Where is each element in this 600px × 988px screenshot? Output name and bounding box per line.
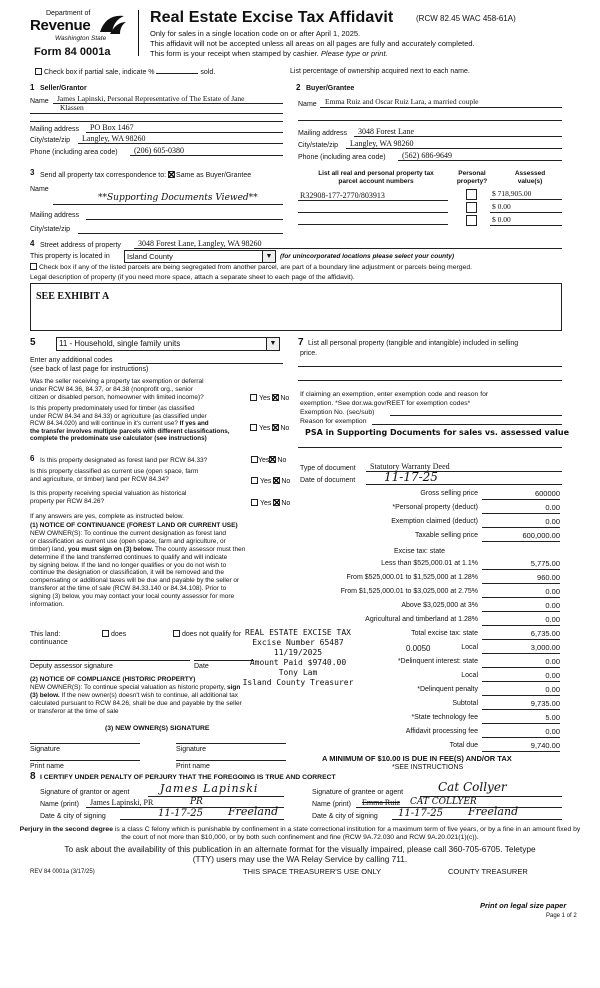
street-label: Street address of property bbox=[40, 242, 121, 249]
tier-3-row bbox=[298, 588, 560, 599]
header-note-3: This form is your receipt when stamped by cashier. bbox=[150, 49, 319, 58]
doc-date: 11-17-25 bbox=[384, 470, 438, 484]
q2-line-d: If yes and bbox=[179, 420, 209, 427]
n1-line-9: signing (3) below, you may contact your local county assessor for more bbox=[30, 593, 235, 601]
seller-phone-label: Phone (including area code) bbox=[30, 149, 118, 156]
seller-mail-label: Mailing address bbox=[30, 126, 80, 133]
f2-yes-label: Yes bbox=[260, 478, 272, 485]
calc-value[interactable]: 5,775.00 bbox=[482, 560, 560, 570]
n2-line-1a: NEW OWNER(S): To continue special valuation as historic property, bbox=[30, 683, 226, 691]
correspondence-row bbox=[40, 171, 251, 180]
calc-label: Agricultural and timberland at 1.28% bbox=[365, 616, 478, 623]
forest-question: Is this property designated as forest land per RCW 84.33? bbox=[40, 457, 208, 464]
n2-line-1b: sign bbox=[227, 683, 241, 691]
seller-phone: (206) 605-0380 bbox=[134, 146, 184, 155]
segregated-row bbox=[30, 263, 590, 272]
timber-question bbox=[30, 405, 229, 443]
q2-answers bbox=[250, 424, 289, 433]
buyer-mail: 3048 Forest Lane bbox=[358, 127, 414, 136]
deputy-signature-label: Deputy assessor signature bbox=[30, 663, 113, 670]
corr-name: **Supporting Documents Viewed** bbox=[98, 193, 258, 203]
stamp-line-5: Tony Lam bbox=[278, 668, 318, 677]
q1-answers bbox=[250, 394, 289, 403]
legal-label: Legal description of property (if you need more space, attach a separate sheet to each page of the affidavit). bbox=[30, 274, 355, 281]
assessed-value-1: $ 718,905.00 bbox=[492, 189, 532, 198]
q1-no-label: No bbox=[280, 395, 290, 402]
buyer-phone-label: Phone (including area code) bbox=[298, 154, 386, 161]
f1-answers bbox=[251, 456, 286, 465]
calc-value[interactable]: 0.00 bbox=[482, 616, 560, 626]
calc-value[interactable]: 0.00 bbox=[482, 504, 560, 514]
q2-line-c: RCW 84.34.020) and will continue in it's current use? bbox=[30, 420, 178, 427]
grantee-date: 11-17-25 bbox=[398, 808, 443, 819]
claim-line-2: exemption. *See dor.wa.gov/REET for exemption codes* bbox=[300, 400, 471, 407]
rcw-ref: (RCW 82.45 WAC 458-61A) bbox=[416, 14, 516, 23]
grantee-signature-label: Signature of grantee or agent bbox=[312, 789, 404, 796]
buyer-city-label: City/state/zip bbox=[298, 142, 339, 149]
stamp-line-3: 11/19/2025 bbox=[273, 648, 323, 657]
correspondence-label: Send all property tax correspondence to: bbox=[40, 172, 167, 179]
n1-line-6: continue the designation or classification, it will be removed and the bbox=[30, 569, 225, 577]
if-yes-note: If any answers are yes, complete as instructed below. bbox=[30, 513, 184, 520]
same-as-buyer-label: Same as Buyer/Grantee bbox=[176, 172, 252, 179]
historic-question bbox=[30, 490, 186, 506]
f3-answers bbox=[251, 499, 290, 508]
grantee-print-name: CAT COLLYER bbox=[410, 797, 477, 807]
excise-state-label: Excise tax: state bbox=[394, 548, 445, 555]
grantor-print-hand: PR bbox=[190, 797, 203, 807]
deputy-date-label: Date bbox=[194, 663, 209, 670]
f3-yes-checkbox[interactable] bbox=[251, 499, 258, 506]
subtotal-row bbox=[298, 700, 560, 711]
personal-deduct-row bbox=[298, 504, 560, 515]
n1-line-10: information. bbox=[30, 601, 64, 609]
buyer-mail-label: Mailing address bbox=[298, 130, 348, 137]
stamp-line-1: REAL ESTATE EXCISE TAX bbox=[245, 628, 351, 637]
county-label: This property is located in bbox=[30, 253, 110, 260]
current-use-question bbox=[30, 468, 198, 484]
corr-name-label: Name bbox=[30, 186, 49, 193]
calc-label: *Personal property (deduct) bbox=[392, 504, 478, 511]
personal-text-2: price. bbox=[300, 350, 318, 357]
does-label: does bbox=[111, 631, 127, 638]
f3-line-b: property per RCW 84.26? bbox=[30, 498, 105, 505]
perjury-bold: Perjury in the second degree bbox=[19, 826, 113, 833]
q1-line-a: Was the seller receiving a property tax exemption or deferral bbox=[30, 378, 204, 385]
personal-header-2: property? bbox=[456, 178, 488, 185]
legal-paper-note: Print on legal size paper bbox=[480, 901, 567, 910]
grantee-city: Freeland bbox=[468, 805, 519, 818]
new-owner-signature-title: (3) NEW OWNER(S) SIGNATURE bbox=[105, 725, 210, 732]
calc-label: From $525,000.01 to $1,525,000 at 1.28% bbox=[346, 574, 478, 581]
revenue-swirl-icon bbox=[96, 12, 128, 36]
personal-property-text bbox=[300, 339, 562, 359]
q2-yes-checkbox[interactable] bbox=[250, 424, 257, 431]
f2-no-checkbox[interactable] bbox=[273, 477, 280, 484]
does-checkbox[interactable] bbox=[102, 630, 109, 637]
exemption-reason-label: Reason for exemption bbox=[300, 418, 367, 425]
legal-description-box[interactable] bbox=[30, 283, 562, 331]
dept-state: Washington State bbox=[55, 35, 107, 42]
n2-line-3: calculated pursuant to RCW 84.26, shall be due and payable by the seller bbox=[30, 699, 242, 707]
calc-label: *Delinquent interest: state bbox=[397, 658, 478, 665]
doc-type: Statutory Warranty Deed bbox=[370, 462, 450, 471]
section-5-number: 5 bbox=[30, 337, 36, 348]
chevron-down-icon: ▼ bbox=[262, 251, 275, 262]
calc-value[interactable]: 600000 bbox=[482, 490, 560, 500]
header-note-2: This affidavit will not be accepted unless all areas on all pages are fully and accurately completed. bbox=[150, 39, 475, 48]
q1-line-b: under RCW 84.36, 84.37, or 84.38 (nonprofit org., senior bbox=[30, 386, 193, 393]
minimum-due-note: A MINIMUM OF $10.00 IS DUE IN FEE(S) AND/OR TAX bbox=[322, 754, 512, 763]
segregated-label: Check box if any of the listed parcels are being segregated from another parcel, are part of a boundary line adjustment or parcels being merged. bbox=[39, 264, 472, 271]
personal-text-1: List all personal property (tangible and intangible) included in selling bbox=[308, 340, 519, 347]
county-value: Island County bbox=[127, 252, 173, 261]
exemption-number-label: Exemption No. (sec/sub) bbox=[300, 409, 375, 416]
calc-value[interactable]: 0.00 bbox=[482, 686, 560, 696]
rev-number: REV 84 0001a (3/17/25) bbox=[30, 869, 95, 875]
f2-line-a: Is this property classified as current use (open space, farm bbox=[30, 468, 199, 475]
revenue-logo bbox=[30, 8, 130, 58]
treasurer-stamp bbox=[238, 628, 358, 688]
alt-format-notice bbox=[16, 845, 584, 864]
tech-fee-row bbox=[298, 714, 560, 725]
calc-value[interactable]: 0.00 bbox=[482, 588, 560, 598]
f1-yes-checkbox[interactable] bbox=[251, 456, 258, 463]
corr-mail-label: Mailing address bbox=[30, 212, 80, 219]
calc-label: Exemption claimed (deduct) bbox=[391, 518, 478, 525]
section-8-number: 8 bbox=[30, 771, 36, 782]
tier-5-row bbox=[298, 616, 560, 627]
exemption-reason: PSA in Supporting Documents for sales vs. assessed value bbox=[305, 428, 570, 437]
does-not-label: does not qualify for bbox=[182, 631, 242, 638]
chevron-down-icon: ▼ bbox=[266, 338, 279, 350]
f1-no-label: No bbox=[277, 457, 287, 464]
seller-city: Langley, WA 98260 bbox=[82, 134, 146, 143]
calc-label: Total due bbox=[449, 742, 478, 749]
calc-label: Subtotal bbox=[452, 700, 478, 707]
f3-no-label: No bbox=[281, 500, 291, 507]
form-title: Real Estate Excise Tax Affidavit bbox=[150, 9, 394, 26]
calc-label: Affidavit processing fee bbox=[405, 728, 478, 735]
f3-line-a: Is this property receiving special valuation as historical bbox=[30, 490, 187, 497]
grantor-city: Freeland bbox=[228, 805, 279, 818]
calc-label: From $1,525,000.01 to $3,025,000 at 2.75% bbox=[340, 588, 478, 595]
q1-yes-checkbox[interactable] bbox=[250, 394, 257, 401]
partial-sale-label: Check box if partial sale, indicate % bbox=[44, 69, 155, 76]
partial-sale-row bbox=[35, 68, 215, 77]
addl-codes-label: Enter any additional codes bbox=[30, 357, 113, 364]
form-number: Form 84 0001a bbox=[34, 46, 111, 58]
buyer-title: Buyer/Grantee bbox=[306, 85, 355, 92]
owner-print-label-2: Print name bbox=[176, 763, 210, 770]
does-option bbox=[102, 630, 126, 639]
assessed-value-2: $ 0.00 bbox=[492, 202, 511, 211]
processing-fee-row bbox=[298, 728, 560, 739]
n1-line-3b: you must sign on (3) below. bbox=[67, 545, 154, 553]
q2-yes-label: Yes bbox=[259, 425, 271, 432]
q2-line-e: the transfer involves multiple parcels with different classifications, bbox=[30, 427, 230, 435]
stamp-line-6: Island County Treasurer bbox=[242, 678, 354, 687]
dept-name: Revenue bbox=[30, 17, 91, 34]
perjury-text: is a class C felony which is punishable by confinement in a state correctional institution for a maximum term of five years, or by a fine in an amount fixed by the court of not more than $10,000, or by both such confinement and fine (RCW 9A.72.030 and RCW 9A.20.021(1)(c)). bbox=[114, 826, 581, 841]
calc-value[interactable]: 0.00 bbox=[482, 602, 560, 612]
f3-yes-label: Yes bbox=[260, 500, 272, 507]
personal-property-checkbox-3[interactable] bbox=[466, 215, 477, 226]
does-not-option bbox=[173, 630, 241, 639]
calc-label: Gross selling price bbox=[420, 490, 478, 497]
land-use-value: 11 - Household, single family units bbox=[59, 339, 181, 348]
seller-name-line1: James Lapinski, Personal Representative of The Estate of Jane bbox=[57, 94, 245, 103]
parcel-header-1: List all real and personal property tax bbox=[318, 170, 434, 177]
see-instructions: *SEE INSTRUCTIONS bbox=[392, 764, 464, 771]
calc-label: Local bbox=[461, 644, 478, 651]
f1-no-checkbox[interactable] bbox=[269, 456, 276, 463]
seller-name-line2: Klassen bbox=[60, 103, 84, 112]
exemption-question bbox=[30, 378, 204, 402]
n1-line-4: determine if the land transferred continues to qualify and will indicate bbox=[30, 553, 228, 561]
buyer-city: Langley, WA 98260 bbox=[350, 139, 414, 148]
f1-yes-label: Yes bbox=[258, 457, 270, 464]
exemption-claim bbox=[300, 390, 562, 426]
calc-value[interactable]: 9,735.00 bbox=[482, 700, 560, 710]
page-number: Page 1 of 2 bbox=[546, 913, 577, 919]
q2-line-a: Is this property predominately used for timber (as classified bbox=[30, 405, 195, 412]
does-not-checkbox[interactable] bbox=[173, 630, 180, 637]
seller-city-label: City/state/zip bbox=[30, 137, 71, 144]
grantor-print-label: Name (print) bbox=[40, 801, 79, 808]
section-6-number: 6 bbox=[30, 454, 35, 463]
calc-value[interactable]: 6,735.00 bbox=[482, 630, 560, 640]
alt-format-line-1: To ask about the availability of this publication in an alternate format for the visually impaired, please call 360-705-6705. Teletype bbox=[64, 844, 536, 854]
assessed-value-3: $ 0.00 bbox=[492, 215, 511, 224]
county-select[interactable] bbox=[124, 250, 276, 263]
n1-line-8: transferor at the time of sale (RCW 84.33.140 or 84.34.108). Prior to bbox=[30, 585, 227, 593]
tier-2-row bbox=[298, 574, 560, 585]
grantee-print-struck: Emma Ruiz bbox=[362, 798, 400, 807]
seller-title: Seller/Grantor bbox=[40, 85, 87, 92]
local-rate: 0.0050 bbox=[406, 644, 431, 653]
addl-codes-note: (see back of last page for instructions) bbox=[30, 366, 149, 373]
treasurer-space-label: THIS SPACE TREASURER'S USE ONLY bbox=[243, 867, 382, 876]
tier-4-row bbox=[298, 602, 560, 613]
same-as-buyer-checkbox[interactable] bbox=[168, 171, 175, 178]
owner-signature-label-2: Signature bbox=[176, 746, 206, 753]
exemption-deduct-row bbox=[298, 518, 560, 529]
grantee-print-label: Name (print) bbox=[312, 801, 351, 808]
street-address: 3048 Forest Lane, Langley, WA 98260 bbox=[138, 239, 262, 248]
calc-label: Taxable selling price bbox=[414, 532, 478, 539]
f2-yes-checkbox[interactable] bbox=[251, 477, 258, 484]
header-note-1: Only for sales in a single location code on or after April 1, 2025. bbox=[150, 29, 361, 38]
calc-label: *State technology fee bbox=[411, 714, 478, 721]
calc-value[interactable]: 0.00 bbox=[482, 518, 560, 528]
stamp-line-4: Amount Paid $9740.00 bbox=[249, 658, 347, 667]
owner-print-label-1: Print name bbox=[30, 763, 64, 770]
gross-price-row bbox=[298, 490, 560, 501]
f2-answers bbox=[251, 477, 290, 486]
calc-value[interactable]: 0.00 bbox=[482, 658, 560, 668]
personal-property-checkbox-1[interactable] bbox=[466, 189, 477, 200]
corr-city-label: City/state/zip bbox=[30, 226, 71, 233]
perjury-notice bbox=[16, 826, 584, 842]
seller-mail: PO Box 1467 bbox=[90, 123, 134, 132]
grantee-date-label: Date & city of signing bbox=[312, 813, 378, 820]
county-note: (for unincorporated locations please select your county) bbox=[280, 253, 455, 260]
grantor-signature: James Lapinski bbox=[160, 782, 259, 795]
q2-no-label: No bbox=[280, 425, 290, 432]
grantor-date: 11-17-25 bbox=[158, 808, 203, 819]
assessed-header-1: Assessed bbox=[514, 170, 546, 177]
q2-line-b: under RCW 84.34 and 84.33) or agriculture (as classified under bbox=[30, 412, 207, 420]
land-use-select[interactable] bbox=[56, 337, 280, 351]
doc-date-label: Date of document bbox=[300, 477, 356, 484]
this-land-label bbox=[30, 631, 68, 647]
continuance-notice bbox=[30, 522, 288, 609]
q2-no-checkbox[interactable] bbox=[272, 424, 279, 431]
calc-label: Total excise tax: state bbox=[411, 630, 478, 637]
q1-line-c: citizen or disabled person, homeowner with limited income)? bbox=[30, 394, 204, 401]
q1-yes-label: Yes bbox=[259, 395, 271, 402]
certify-text: I CERTIFY UNDER PENALTY OF PERJURY THAT THE FOREGOING IS TRUE AND CORRECT bbox=[40, 774, 336, 781]
land-line-b: continuance bbox=[30, 639, 68, 646]
calc-value[interactable]: 0.00 bbox=[482, 672, 560, 682]
ownership-note: List percentage of ownership acquired next to each name. bbox=[290, 68, 470, 75]
claim-line-1: If claiming an exemption, enter exemption code and reason for bbox=[300, 391, 489, 398]
section-2-number: 2 bbox=[296, 83, 301, 92]
calc-value[interactable]: 5.00 bbox=[482, 714, 560, 724]
f2-line-b: and agriculture, or timber) land per RCW 84.34? bbox=[30, 476, 169, 483]
section-1-number: 1 bbox=[30, 83, 35, 92]
n1-line-3a: timber) land, bbox=[30, 545, 67, 553]
n2-line-2b: If the new owner(s) doesn't wish to continue, all additional tax bbox=[61, 691, 239, 699]
personal-property-checkbox-2[interactable] bbox=[466, 202, 477, 213]
owner-signature-label-1: Signature bbox=[30, 746, 60, 753]
buyer-phone: (562) 686-9649 bbox=[402, 151, 452, 160]
header-note-type: Please type or print. bbox=[320, 49, 388, 58]
n1-title: (1) NOTICE OF CONTINUANCE (FOREST LAND OR CURRENT USE) bbox=[30, 522, 238, 529]
section-4-number: 4 bbox=[30, 239, 35, 248]
tier-1-row bbox=[298, 560, 560, 571]
seller-name-label: Name bbox=[30, 98, 49, 105]
calc-value[interactable]: 0.00 bbox=[482, 728, 560, 738]
calc-value[interactable]: 9,740.00 bbox=[482, 742, 560, 752]
n2-line-4: or transferor at the time of sale bbox=[30, 707, 119, 715]
buyer-name: Emma Ruiz and Oscar Ruiz Lara, a married couple bbox=[325, 97, 479, 106]
section-7-number: 7 bbox=[298, 337, 304, 348]
parcel-header-2: parcel account numbers bbox=[338, 178, 414, 185]
partial-sale-checkbox[interactable] bbox=[35, 68, 42, 75]
grantee-signature: Cat Collyer bbox=[438, 780, 507, 794]
calc-value[interactable]: 3,000.00 bbox=[482, 644, 560, 654]
section-3-number: 3 bbox=[30, 168, 35, 177]
legal-description: SEE EXHIBIT A bbox=[36, 291, 110, 302]
calc-value[interactable]: 600,000.00 bbox=[482, 532, 560, 542]
dept-line: Department of bbox=[46, 10, 91, 17]
grantor-date-label: Date & city of signing bbox=[40, 813, 106, 820]
grantor-print-name: James Lapinski, PR bbox=[90, 798, 154, 807]
taxable-price-row bbox=[298, 532, 560, 543]
f3-no-checkbox[interactable] bbox=[273, 499, 280, 506]
land-line-a: This land: bbox=[30, 631, 61, 638]
n2-line-2a: (3) below. bbox=[30, 691, 60, 699]
calc-label: Above $3,025,000 at 3% bbox=[401, 602, 478, 609]
calc-label: Local bbox=[461, 672, 478, 679]
calc-value[interactable]: 960.00 bbox=[482, 574, 560, 584]
partial-sale-suffix: sold. bbox=[200, 69, 216, 76]
buyer-name-label: Name bbox=[298, 101, 317, 108]
doc-type-label: Type of document bbox=[300, 465, 356, 472]
f2-no-label: No bbox=[281, 478, 291, 485]
calc-label: *Delinquent penalty bbox=[417, 686, 478, 693]
n1-line-7: compensating or additional taxes will be due and payable by the seller or bbox=[30, 577, 240, 585]
n1-line-5: by signing below. If the land no longer qualifies or you do not wish to bbox=[30, 561, 227, 569]
stamp-line-2: Excise Number 65487 bbox=[252, 638, 344, 647]
n2-title: (2) NOTICE OF COMPLIANCE (HISTORIC PROPERTY) bbox=[30, 676, 196, 683]
n1-line-3c: The county assessor must then bbox=[155, 545, 246, 553]
parcel-number-1: R32908-177-2770/803913 bbox=[300, 191, 385, 200]
q1-no-checkbox[interactable] bbox=[272, 394, 279, 401]
q2-line-f: complete the predominate use calculator (see instructions) bbox=[30, 435, 207, 442]
grantor-signature-label: Signature of grantor or agent bbox=[40, 789, 130, 796]
calc-label: Less than $525,000.01 at 1.1% bbox=[381, 560, 478, 567]
segregated-checkbox[interactable] bbox=[30, 263, 37, 270]
personal-header-1: Personal bbox=[458, 170, 486, 177]
n1-line-1: NEW OWNER(S): To continue the current designation as forest land bbox=[30, 529, 227, 537]
total-due-row bbox=[298, 742, 560, 753]
n1-line-2: or classification as current use (open space, farm and agriculture, or bbox=[30, 537, 226, 545]
county-treasurer-label: COUNTY TREASURER bbox=[448, 867, 528, 876]
assessed-header-2: value(s) bbox=[517, 178, 543, 185]
alt-format-line-2: (TTY) users may use the WA Relay Service by calling 711. bbox=[192, 853, 408, 864]
